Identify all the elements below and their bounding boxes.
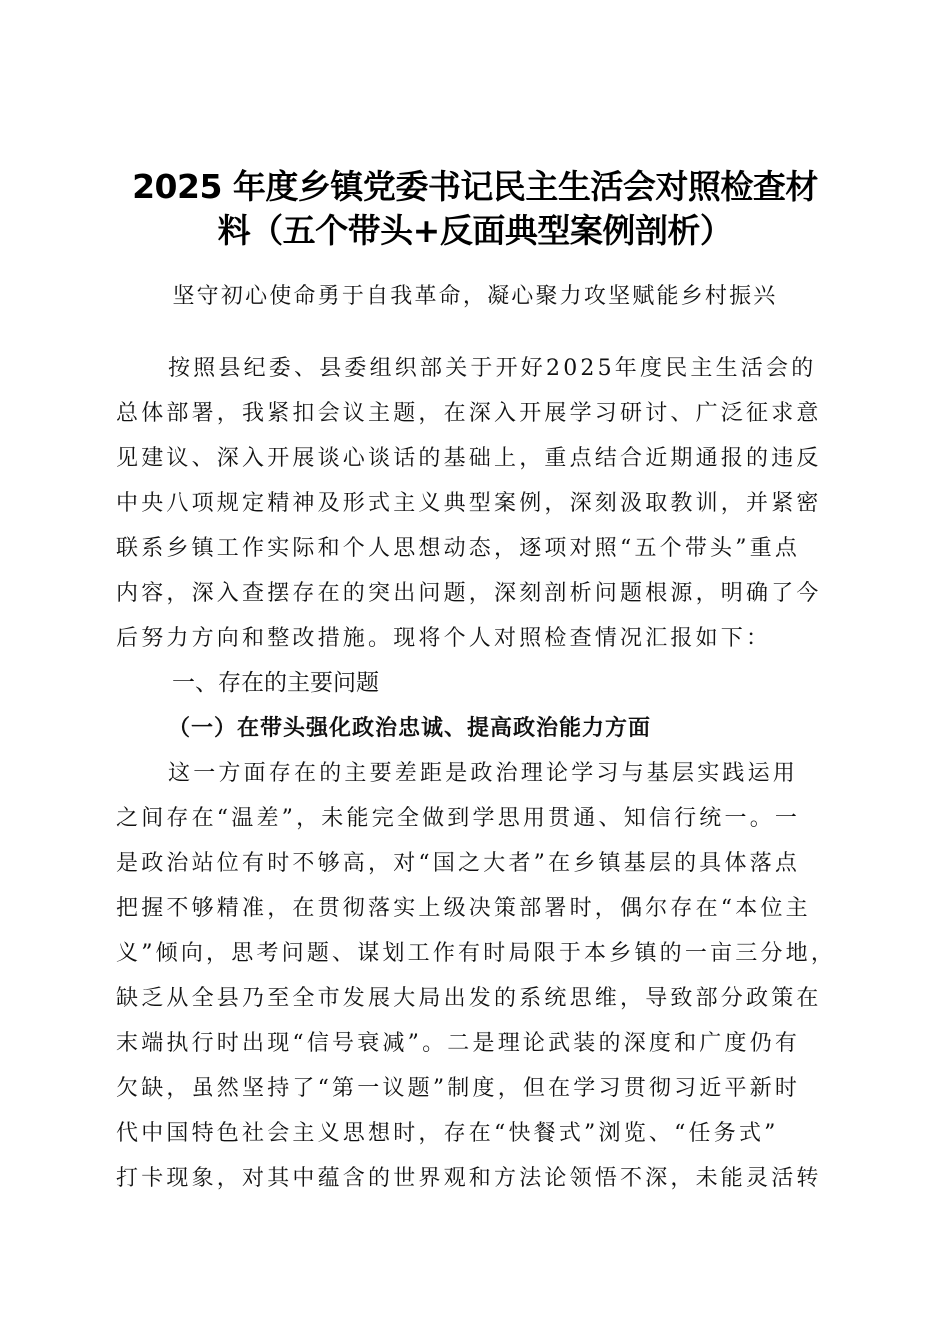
title-line-1: 2025 年度乡镇党委书记民主生活会对照检查材 (132, 167, 818, 206)
intro-paragraph-line: 中央八项规定精神及形式主义典型案例，深刻汲取教训，并紧密 (116, 491, 822, 516)
subsection-paragraph-line: 义”倾向，思考问题、谋划工作有时局限于本乡镇的一亩三分地， (116, 941, 837, 966)
subsection-heading: （一）在带头强化政治忠诚、提高政治能力方面 (168, 716, 652, 741)
subsection-paragraph-line: 打卡现象，对其中蕴含的世界观和方法论领悟不深，未能灵活转 (116, 1166, 822, 1191)
document-title (110, 165, 840, 253)
intro-paragraph-line: 联系乡镇工作实际和个人思想动态，逐项对照“五个带头”重点 (116, 536, 801, 561)
subsection-paragraph-line: 欠缺，虽然坚持了“第一议题”制度，但在学习贯彻习近平新时 (116, 1076, 801, 1101)
intro-paragraph-line: 后努力方向和整改措施。现将个人对照检查情况汇报如下： (116, 626, 772, 651)
subsection-paragraph-line: 代中国特色社会主义思想时，存在“快餐式”浏览、“任务式” (116, 1121, 779, 1146)
intro-paragraph-line: 按照县纪委、县委组织部关于开好2025年度民主生活会的 (168, 356, 817, 381)
subsection-paragraph-line: 缺乏从全县乃至全市发展大局出发的系统思维，导致部分政策在 (116, 986, 822, 1011)
intro-paragraph-line: 总体部署，我紧扣会议主题，在深入开展学习研讨、广泛征求意 (116, 401, 822, 426)
section-heading: 一、存在的主要问题 (172, 670, 379, 696)
subsection-paragraph-line: 把握不够精准，在贯彻落实上级决策部署时，偶尔存在“本位主 (116, 896, 811, 921)
subsection-paragraph-line: 之间存在“温差”，未能完全做到学思用贯通、知信行统一。一 (116, 806, 801, 831)
subsection-paragraph-line: 末端执行时出现“信号衰减”。二是理论武装的深度和广度仍有 (116, 1031, 801, 1056)
document-body (116, 346, 836, 1201)
intro-paragraph-line: 见建议、深入开展谈心谈话的基础上，重点结合近期通报的违反 (116, 446, 822, 471)
document-subtitle: 坚守初心使命勇于自我革命，凝心聚力攻坚赋能乡村振兴 (172, 284, 778, 309)
subsection-paragraph-line: 这一方面存在的主要差距是政治理论学习与基层实践运用 (168, 761, 799, 786)
title-line-2: 料（五个带头+反面典型案例剖析） (217, 211, 733, 250)
intro-paragraph-line: 内容，深入查摆存在的突出问题，深刻剖析问题根源，明确了今 (116, 581, 822, 606)
subsection-paragraph-line: 是政治站位有时不够高，对“国之大者”在乡镇基层的具体落点 (116, 851, 801, 876)
